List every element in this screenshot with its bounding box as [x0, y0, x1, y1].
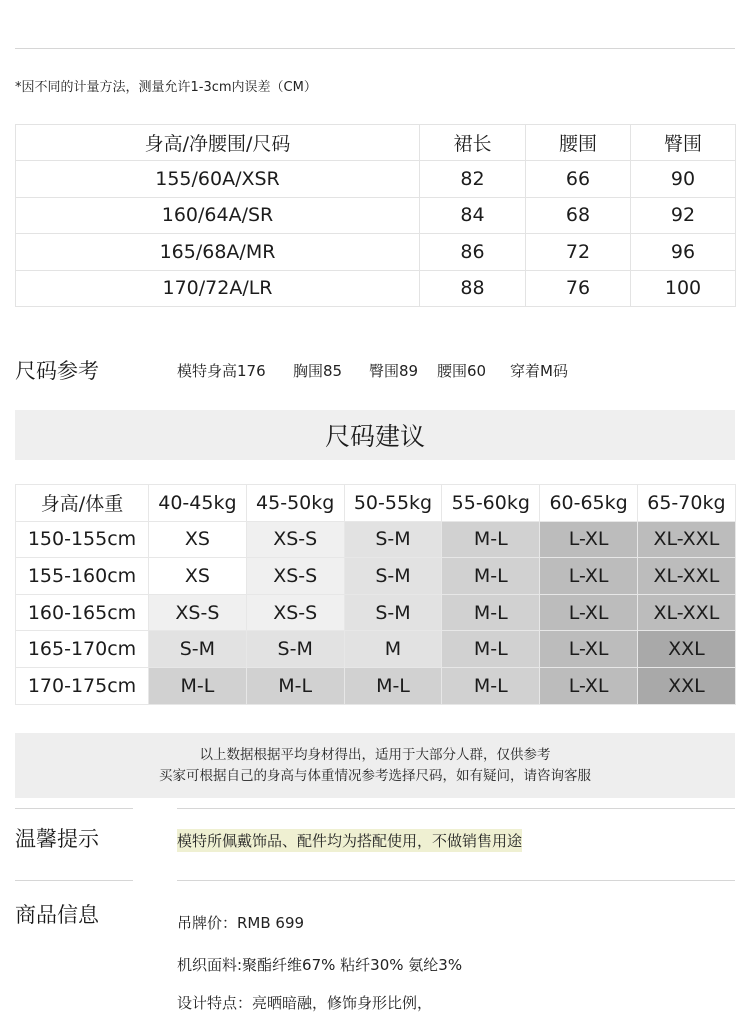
size-recommendation-cell: M-L: [442, 594, 540, 631]
table-row: [16, 234, 736, 270]
size-recommendation-cell: XS: [149, 558, 247, 595]
size-cell: 66: [526, 161, 631, 197]
size-header-cell: 腰围: [526, 125, 631, 161]
size-recommendation-cell: M-L: [442, 558, 540, 595]
size-cell: 88: [420, 270, 526, 306]
divider: [15, 808, 133, 809]
model-size: 穿着M码: [510, 362, 568, 380]
height-range-cell: 170-175cm: [16, 667, 149, 704]
size-recommendation-cell: XXL: [637, 667, 735, 704]
size-recommendation-cell: XXL: [637, 631, 735, 668]
size-cell: 165/68A/MR: [16, 234, 420, 270]
model-waist: 腰围60: [437, 362, 487, 380]
size-cell: 76: [526, 270, 631, 306]
size-recommendation-cell: XL-XXL: [637, 558, 735, 595]
size-recommendation-cell: XS-S: [246, 521, 344, 558]
size-recommendation-cell: S-M: [344, 521, 442, 558]
size-cell: 86: [420, 234, 526, 270]
size-recommendation-cell: M: [344, 631, 442, 668]
size-cell: 100: [631, 270, 736, 306]
size-recommendation-cell: XL-XXL: [637, 521, 735, 558]
size-cell: 82: [420, 161, 526, 197]
table-row: [16, 161, 736, 197]
size-header-cell: 身高/净腰围/尺码: [16, 125, 420, 161]
size-recommendation-cell: XL-XXL: [637, 594, 735, 631]
size-cell: 96: [631, 234, 736, 270]
size-recommendation-cell: M-L: [442, 521, 540, 558]
size-recommendation-cell: L-XL: [540, 594, 638, 631]
rec-header-cell: 50-55kg: [344, 485, 442, 522]
divider: [15, 880, 133, 881]
size-table-header-row: [16, 125, 736, 161]
tips-title: 温馨提示: [15, 827, 99, 851]
size-recommendation-cell: M-L: [246, 667, 344, 704]
model-bust: 胸围85: [293, 362, 343, 380]
tag-price: 吊牌价：RMB 699: [177, 914, 305, 932]
size-cell: 72: [526, 234, 631, 270]
size-recommendation-cell: M-L: [344, 667, 442, 704]
height-range-cell: 155-160cm: [16, 558, 149, 595]
top-divider: [15, 48, 735, 49]
size-recommendation-cell: L-XL: [540, 631, 638, 668]
design-features: 设计特点：亮晒暗融，修饰身形比例，: [177, 994, 433, 1012]
size-recommendation-cell: S-M: [149, 631, 247, 668]
size-cell: 68: [526, 197, 631, 233]
disclaimer-line: 以上数据根据平均身材得出，适用于大部分人群，仅供参考: [199, 746, 551, 763]
size-cell: 170/72A/LR: [16, 270, 420, 306]
divider: [177, 808, 735, 809]
size-cell: 92: [631, 197, 736, 233]
table-row: [16, 197, 736, 233]
rec-header-cell: 55-60kg: [442, 485, 540, 522]
size-cell: 84: [420, 197, 526, 233]
measurement-note: *因不同的计量方法，测量允许1-3cm内误差（CM）: [15, 80, 317, 95]
rec-header-cell: 身高/体重: [16, 485, 149, 522]
size-recommendation-cell: L-XL: [540, 521, 638, 558]
size-cell: 90: [631, 161, 736, 197]
rec-header-cell: 45-50kg: [246, 485, 344, 522]
size-recommendation-cell: S-M: [344, 594, 442, 631]
model-hip: 臀围89: [369, 362, 419, 380]
size-reference-title: 尺码参考: [15, 359, 99, 383]
table-row: [16, 594, 736, 631]
size-recommendation-cell: XS: [149, 521, 247, 558]
height-range-cell: 150-155cm: [16, 521, 149, 558]
size-recommendation-cell: XS-S: [246, 558, 344, 595]
size-recommendation-cell: XS-S: [246, 594, 344, 631]
disclaimer-line: 买家可根据自己的身高与体重情况参考选择尺码，如有疑问，请咨询客服: [159, 767, 591, 784]
height-range-cell: 160-165cm: [16, 594, 149, 631]
height-range-cell: 165-170cm: [16, 631, 149, 668]
table-row: [16, 631, 736, 668]
table-row: [16, 270, 736, 306]
size-recommendation-cell: M-L: [442, 631, 540, 668]
fabric-composition: 机织面料:聚酯纤维67% 粘纤30% 氨纶3%: [177, 956, 463, 974]
table-row: [16, 521, 736, 558]
size-cell: 160/64A/SR: [16, 197, 420, 233]
size-header-cell: 臀围: [631, 125, 736, 161]
product-info-title: 商品信息: [15, 903, 99, 927]
tips-text: 模特所佩戴饰品、配件均为搭配使用，不做销售用途: [177, 829, 522, 852]
table-row: [16, 558, 736, 595]
size-recommendation-cell: XS-S: [149, 594, 247, 631]
table-row: [16, 667, 736, 704]
size-table: [15, 124, 736, 307]
size-header-cell: 裙长: [420, 125, 526, 161]
size-recommendation-table: [15, 484, 736, 705]
disclaimer-box: [15, 733, 735, 798]
size-recommendation-title: 尺码建议: [15, 410, 735, 460]
recommendation-header-row: [16, 485, 736, 522]
size-recommendation-cell: L-XL: [540, 558, 638, 595]
rec-header-cell: 65-70kg: [637, 485, 735, 522]
size-recommendation-cell: M-L: [442, 667, 540, 704]
divider: [177, 880, 735, 881]
size-recommendation-cell: S-M: [344, 558, 442, 595]
size-recommendation-cell: S-M: [246, 631, 344, 668]
model-height: 模特身高176: [177, 362, 266, 380]
rec-header-cell: 40-45kg: [149, 485, 247, 522]
size-cell: 155/60A/XSR: [16, 161, 420, 197]
size-recommendation-cell: M-L: [149, 667, 247, 704]
size-recommendation-cell: L-XL: [540, 667, 638, 704]
rec-header-cell: 60-65kg: [540, 485, 638, 522]
